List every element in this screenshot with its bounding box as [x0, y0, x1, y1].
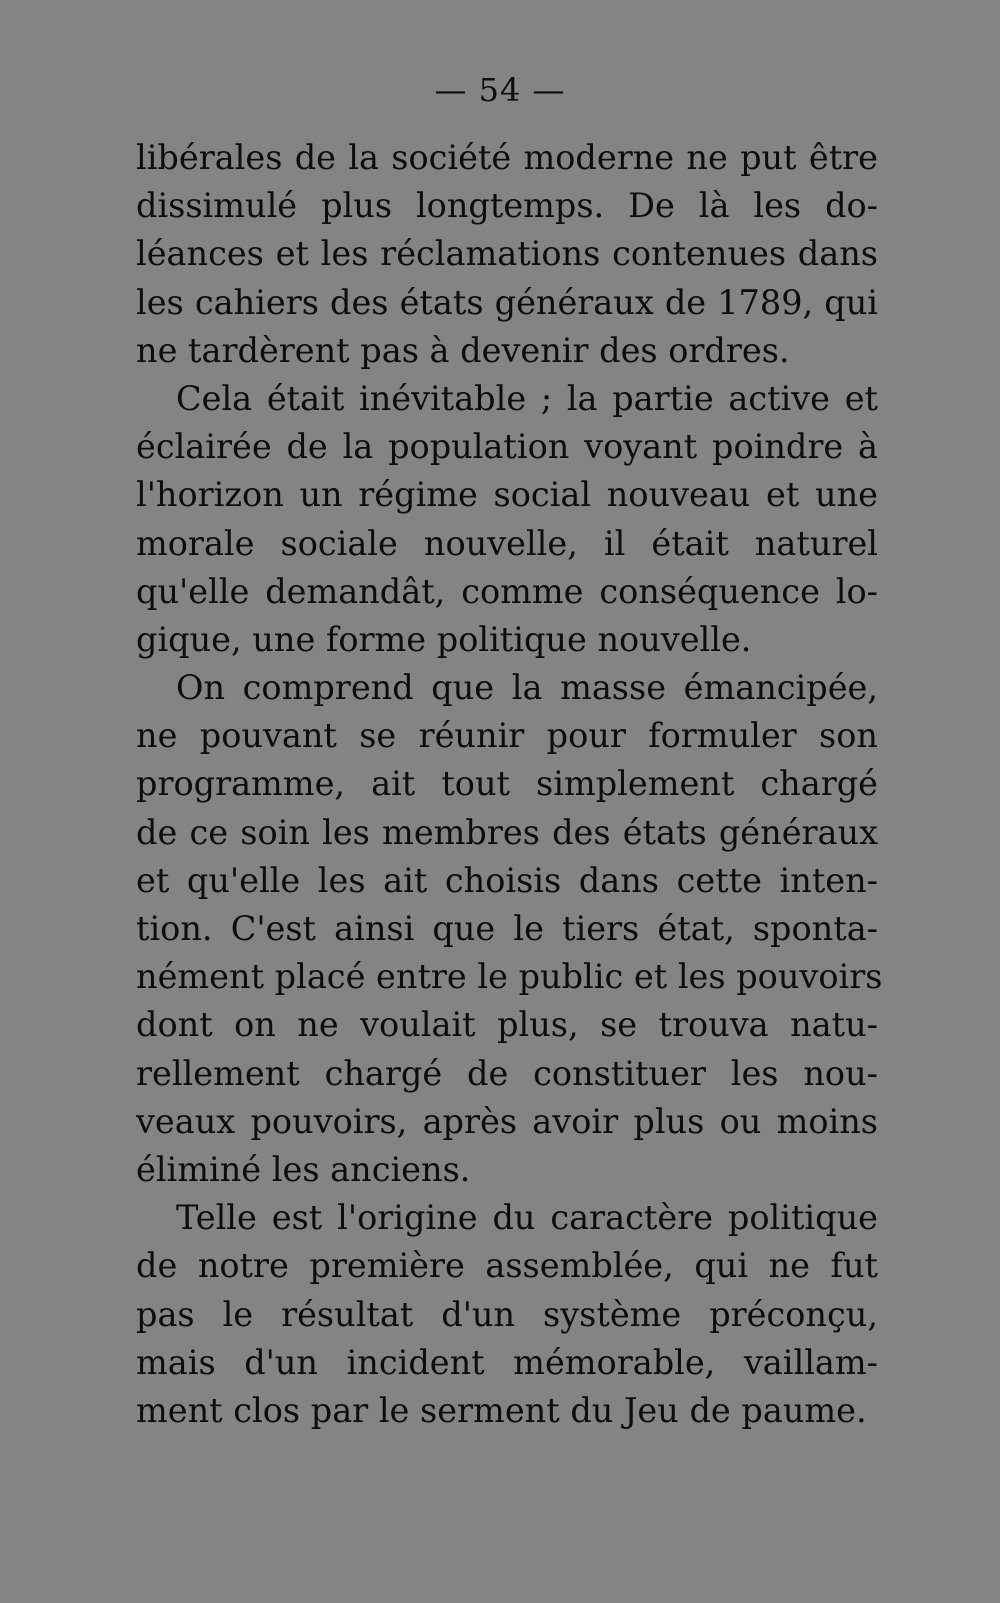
text-line: éclairée de la population voyant poindre à: [136, 427, 878, 467]
paragraph-start-line: Telle est l'origine du caractère politique: [176, 1198, 878, 1238]
text-line: de ce soin les membres des états généraux: [136, 812, 878, 852]
text-line: tion. C'est ainsi que le tiers état, sponta-: [136, 909, 878, 948]
page-number: — 54 —: [434, 71, 566, 109]
text-line: libérales de la société moderne ne put être: [136, 138, 878, 177]
text-line: dont on ne voulait plus, se trouva natu-: [136, 1005, 878, 1045]
text-line: les cahiers des états généraux de 1789, qui: [136, 282, 878, 322]
text-line: programme, ait tout simplement chargé: [136, 764, 878, 804]
text-line: ne tardèrent pas à devenir des ordres.: [136, 330, 790, 370]
text-line: gique, une forme politique nouvelle.: [136, 619, 752, 659]
text-line: veaux pouvoirs, après avoir plus ou moins: [136, 1101, 878, 1141]
text-line: léances et les réclamations contenues dans: [136, 234, 878, 274]
text-line: nément placé entre le public et les pouvoirs: [136, 957, 883, 997]
text-line: rellement chargé de constituer les nou-: [136, 1053, 878, 1093]
text-line: ne pouvant se réunir pour formuler son: [136, 716, 878, 756]
text-line: qu'elle demandât, comme conséquence lo-: [136, 571, 878, 611]
text-line: dissimulé plus longtemps. De là les do-: [136, 186, 878, 226]
text-line: et qu'elle les ait choisis dans cette inten-: [136, 860, 878, 900]
text-line: éliminé les anciens.: [136, 1149, 471, 1189]
paragraph-start-line: Cela était inévitable ; la partie active et: [176, 378, 878, 418]
paragraph-start-line: On comprend que la masse émancipée,: [176, 668, 878, 708]
text-line: ment clos par le serment du Jeu de paume.: [136, 1390, 867, 1430]
text-line: morale sociale nouvelle, il était naturel: [136, 523, 878, 563]
text-line: l'horizon un régime social nouveau et une: [136, 475, 878, 515]
body-text: [136, 134, 883, 1435]
text-line: de notre première assemblée, qui ne fut: [136, 1246, 878, 1286]
text-line: mais d'un incident mémorable, vaillam-: [136, 1342, 878, 1382]
text-line: pas le résultat d'un système préconçu,: [136, 1294, 878, 1334]
